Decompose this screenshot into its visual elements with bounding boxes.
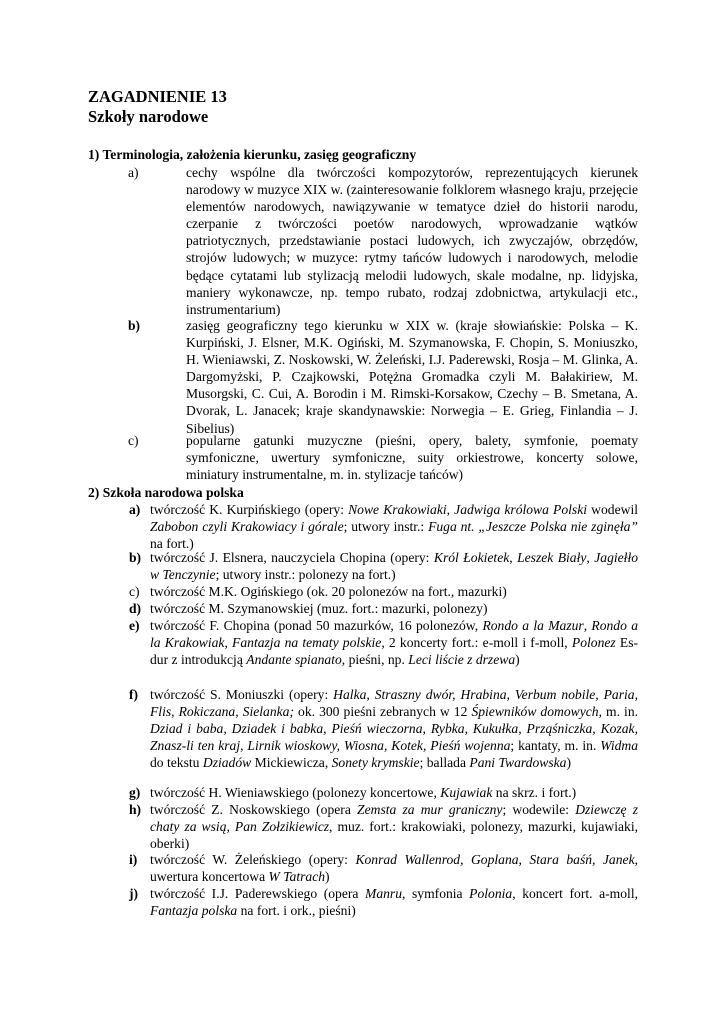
list-item-letter: i) [129, 852, 138, 867]
text-run: , muz. fort.: krakowiaki, polonezy, mazurki, kujawiaki, oberki) [150, 819, 638, 852]
list-item-letter: c) [129, 584, 140, 599]
italic-title-text: Nowe Krakowiaki [348, 502, 447, 517]
italic-title-text: Polonia [469, 886, 513, 901]
text-run: Es-dur z introdukcją [150, 635, 639, 668]
text-run: twórczość K. Kurpińskiego (opery: [150, 502, 349, 517]
text-run: ; wodewile: [502, 802, 576, 817]
text-run: , [583, 618, 592, 633]
document-subtitle: Szkoły narodowe [88, 107, 209, 126]
italic-title-text: Andante spianato [246, 652, 342, 668]
text-run: , 2 koncerty fort.: e-moll i f-moll, [381, 635, 572, 651]
italic-title-text: Kujawiak [440, 785, 493, 800]
list-item-text [150, 549, 638, 583]
italic-title-text: Widma [600, 738, 639, 754]
text-run: ) [325, 869, 330, 885]
text-run: na skrz. i fort.) [492, 785, 577, 800]
text-run: na fort.) [150, 536, 194, 552]
text-run: twórczość J. Elsnera, nauczyciela Chopina (opery: [150, 550, 434, 565]
text-run: ; ballada [419, 755, 470, 771]
text-run: , [509, 550, 518, 565]
list-item-text [150, 583, 638, 600]
italic-title-text: Zabobon czyli Krakowiacy i górale [150, 519, 344, 535]
text-run: , [224, 635, 233, 651]
text-run: ; kantaty, m. in. [510, 738, 601, 754]
text-run: twórczość H. Wieniawskiego (polonezy koncertowe, [150, 785, 441, 800]
italic-title-text: W Tatrach [268, 869, 326, 885]
italic-title-text: Dziewczę z chaty za wsią, Pan Zołzikiewicz [150, 802, 639, 835]
italic-title-text: Dziad i baba, Dziadek i babka, Pieśń wieczorna, Rybka, Kukułka, Prząśniczka, Kozak, Znasz-li ten kraj, Lirnik wioskowy, Wiosna, Kotek, Pieśń wojenna [150, 721, 638, 754]
document-title: ZAGADNIENIE 13 [88, 87, 227, 106]
text-run: , [586, 550, 595, 565]
list-item-text: zasięg geograficzny tego kierunku w XIX w. (kraje słowiańskie: Polska – K. Kurpiński, J. Elsner, M.K. Ogiński, M. Szymanowska, F. Chopin, S. Moniuszko, H. Wieniawski, Z. Noskowski, W. Żeleński, I.J. Paderewski, Rosja – M. Glinka, A. Dargomyżski, P. Czajkowski, Potężna Gromadka czyli M. Bałakiriew, M. Musorgski, C. Cui, A. Borodin i M. Rimski-Korsakow, Czechy – B. Smetana, A. Dvorak, L. Janacek; kraje skandynawskie: Norwegia – E. Grieg, Finlandia – J. Sibelius) [186, 318, 638, 436]
list-item-letter: j) [129, 886, 139, 901]
list-item-letter: f) [129, 687, 139, 702]
text-run: , uwertura koncertowa [150, 852, 639, 885]
list-item-text [150, 885, 638, 919]
text-run: twórczość M. Szymanowskiej (muz. fort.: mazurki, polonezy) [150, 601, 488, 616]
italic-title-text: Pani Twardowska [469, 755, 567, 771]
text-run: na fort. i ork., pieśni) [237, 903, 356, 919]
list-item-letter: b) [129, 550, 142, 565]
text-run: Mickiewicza, [251, 755, 332, 771]
list-item-letter: d) [129, 601, 142, 616]
italic-title-text: Fantazja na tematy polskie [232, 635, 382, 651]
list-item-letter: a) [129, 502, 141, 517]
italic-title-text: Sonety krymskie [331, 755, 420, 771]
text-run: do tekstu [150, 755, 203, 771]
italic-title-text: Fantazja polska [150, 903, 238, 919]
list-item-text [150, 851, 638, 885]
italic-title-text: Leci liście z drzewa [408, 652, 516, 668]
list-item-text [150, 501, 638, 552]
text-run: wodewil [587, 502, 638, 517]
text-run: ) [515, 652, 520, 668]
text-run: ) [566, 755, 571, 771]
list-item-letter: e) [129, 618, 140, 633]
list-item-text: cechy wspólne dla twórczości kompozytorów, reprezentujących kierunek narodowy w muzyce XIX w. (zainteresowanie folklorem własnego kraju, przejęcie elementów narodowych, nawiązywanie w tematyce dzieł do historii narodu, czerpanie z twórczości poetów narodowych, wprowadzanie wątków patriotycznych, przedstawianie postaci ludowych, ich zwyczajów, obrzędów, strojów ludowych; w muzyce: rytmy tańców ludowych i narodowych, melodie będące cytatami lub stylizacją melodii ludowych, skale modalne, np. lidyjska, maniery wykonawcze, np. tempo rubato, rodzaj zdobnictwa, artykulacji etc., instrumentarium) [186, 165, 638, 317]
section-heading: 1) Terminologia, założenia kierunku, zasięg geograficzny [88, 147, 417, 162]
italic-title-text: Śpiewników domowych [471, 704, 599, 720]
italic-title-text: Rondo a la Krakowiak [150, 618, 638, 651]
italic-title-text: Dziadów [202, 755, 252, 771]
text-run: twórczość S. Moniuszki (opery: [150, 687, 334, 702]
list-item-letter: a) [128, 165, 139, 180]
italic-title-text: Rondo a la Mazur [482, 618, 584, 633]
list-item-letter: b) [128, 318, 141, 333]
list-item-text [150, 617, 638, 668]
italic-title-text: Manru [365, 886, 403, 901]
list-item-text [150, 686, 638, 771]
italic-title-text: Leszek Biały [517, 550, 587, 565]
text-run: ; utwory instr.: polonezy na fort.) [215, 567, 396, 583]
section-heading: 2) Szkoła narodowa polska [88, 485, 244, 500]
text-run: , pieśni, np. [341, 652, 409, 668]
text-run: twórczość W. Żeleńskiego (opery: [150, 852, 356, 867]
italic-title-text: Jagiełło w Tenczynie [150, 550, 639, 583]
text-run: , m. in. [598, 704, 639, 720]
list-item-text: popularne gatunki muzyczne (pieśni, opery, balety, symfonie, poematy symfoniczne, uwertury symfoniczne, suity orkiestrowe, koncerty solowe, miniatury instrumentalne, m. in. stylizacje tańców) [186, 433, 638, 483]
text-run: , koncert fort. a-moll, [512, 886, 638, 901]
text-run: ; utwory instr.: [343, 519, 429, 535]
text-run: twórczość I.J. Paderewskiego (opera [150, 886, 366, 901]
italic-title-text: Jadwiga królowa Polski [454, 502, 588, 517]
text-run: , [446, 502, 455, 517]
italic-title-text: Polonez [571, 635, 616, 651]
list-item-text [150, 801, 638, 852]
italic-title-text: Fuga nt. „Jeszcze Polska nie zginęła” [428, 519, 638, 535]
italic-title-text: Halka, Straszny dwór, Hrabina, Verbum nobile, Paria, Flis, Rokiczana, Sielanka; [150, 687, 638, 720]
text-run: twórczość F. Chopina (ponad 50 mazurków, 16 polonezów, [150, 618, 483, 633]
list-item-letter: c) [128, 433, 139, 448]
text-run: twórczość Z. Noskowskiego (opera [150, 802, 358, 817]
list-item-text [150, 600, 638, 617]
italic-title-text: Król Łokietek [433, 550, 510, 565]
list-item-text [150, 784, 638, 801]
italic-title-text: Konrad Wallenrod, Goplana, Stara baśń, Janek [355, 852, 635, 867]
italic-title-text: Zemsta za mur graniczny [357, 802, 503, 817]
text-run: twórczość M.K. Ogińskiego (ok. 20 polonezów na fort., mazurki) [150, 584, 507, 599]
text-run: , symfonia [402, 886, 470, 901]
list-item-letter: h) [129, 802, 142, 817]
list-item-letter: g) [129, 785, 141, 800]
text-run: ok. 300 pieśni zebranych w 12 [294, 704, 472, 720]
